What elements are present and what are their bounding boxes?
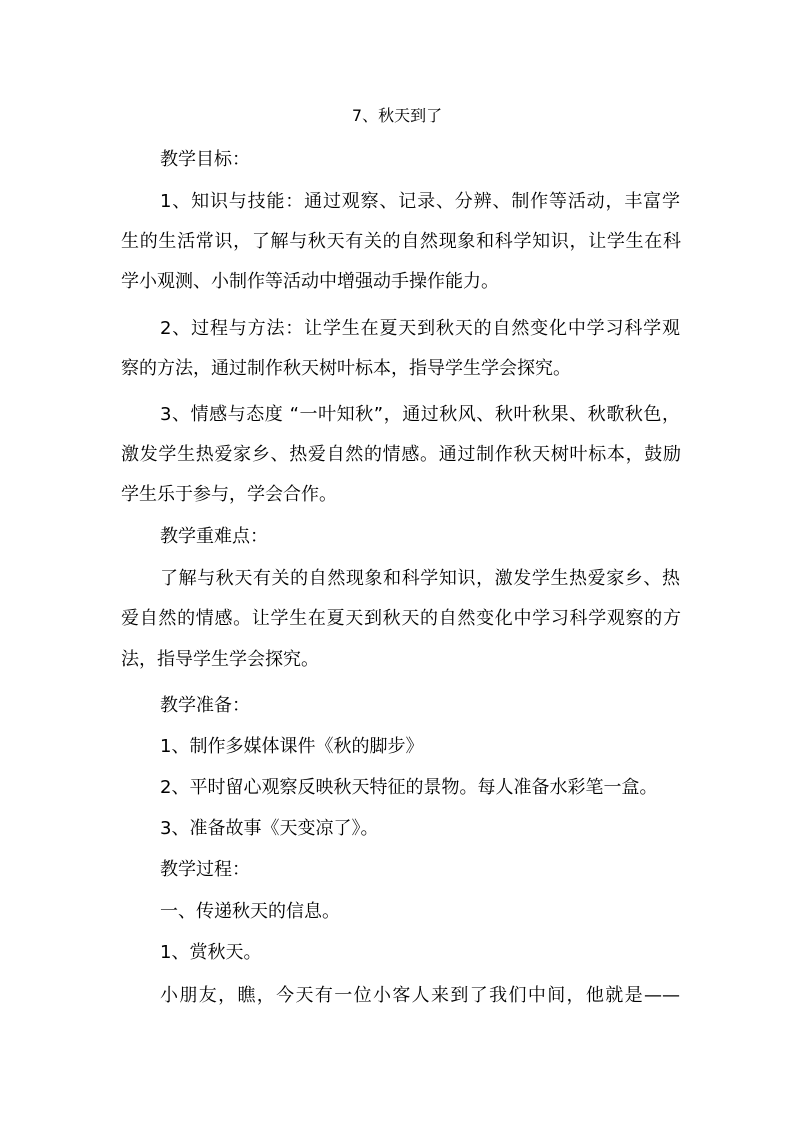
heading-key-difficulties: 教学重难点：: [160, 526, 268, 547]
paragraph-line: 察的方法，通过制作秋天树叶标本，指导学生学会探究。: [121, 358, 571, 379]
list-item: 1、制作多媒体课件《秋的脚步》: [160, 736, 424, 757]
heading-teaching-process: 教学过程：: [160, 859, 250, 880]
heading-teaching-preparation: 教学准备：: [160, 695, 250, 716]
document-title: 7、秋天到了: [351, 106, 443, 125]
paragraph-line: 激发学生热爱家乡、热爱自然的情感。通过制作秋天树叶标本，鼓励: [121, 444, 681, 465]
paragraph-line: 爱自然的情感。让学生在夏天到秋天的自然变化中学习科学观察的方: [121, 608, 681, 629]
paragraph-line: 法，指导学生学会探究。: [121, 649, 319, 670]
list-item: 2、平时留心观察反映秋天特征的景物。每人准备水彩笔一盒。: [160, 777, 658, 798]
section-heading: 一、传递秋天的信息。: [160, 901, 340, 922]
paragraph-line: 1、知识与技能：通过观察、记录、分辨、制作等活动，丰富学: [160, 191, 680, 212]
paragraph-line: 了解与秋天有关的自然现象和科学知识，激发学生热爱家乡、热: [160, 568, 680, 589]
paragraph-line: 2、过程与方法：让学生在夏天到秋天的自然变化中学习科学观: [160, 318, 680, 339]
paragraph-line: 生的生活常识，了解与秋天有关的自然现象和科学知识，让学生在科: [121, 231, 681, 252]
paragraph-line: 学生乐于参与，学会合作。: [121, 484, 337, 505]
subsection-heading: 1、赏秋天。: [160, 942, 262, 963]
paragraph-line: 3、情感与态度 “一叶知秋”，通过秋风、秋叶秋果、秋歌秋色，: [160, 404, 680, 425]
paragraph-line: 学小观测、小制作等活动中增强动手操作能力。: [121, 271, 499, 292]
paragraph-line: 小朋友，瞧，今天有一位小客人来到了我们中间，他就是——: [160, 985, 680, 1006]
heading-teaching-goals: 教学目标：: [160, 149, 250, 170]
list-item: 3、准备故事《天变凉了》。: [160, 818, 379, 839]
